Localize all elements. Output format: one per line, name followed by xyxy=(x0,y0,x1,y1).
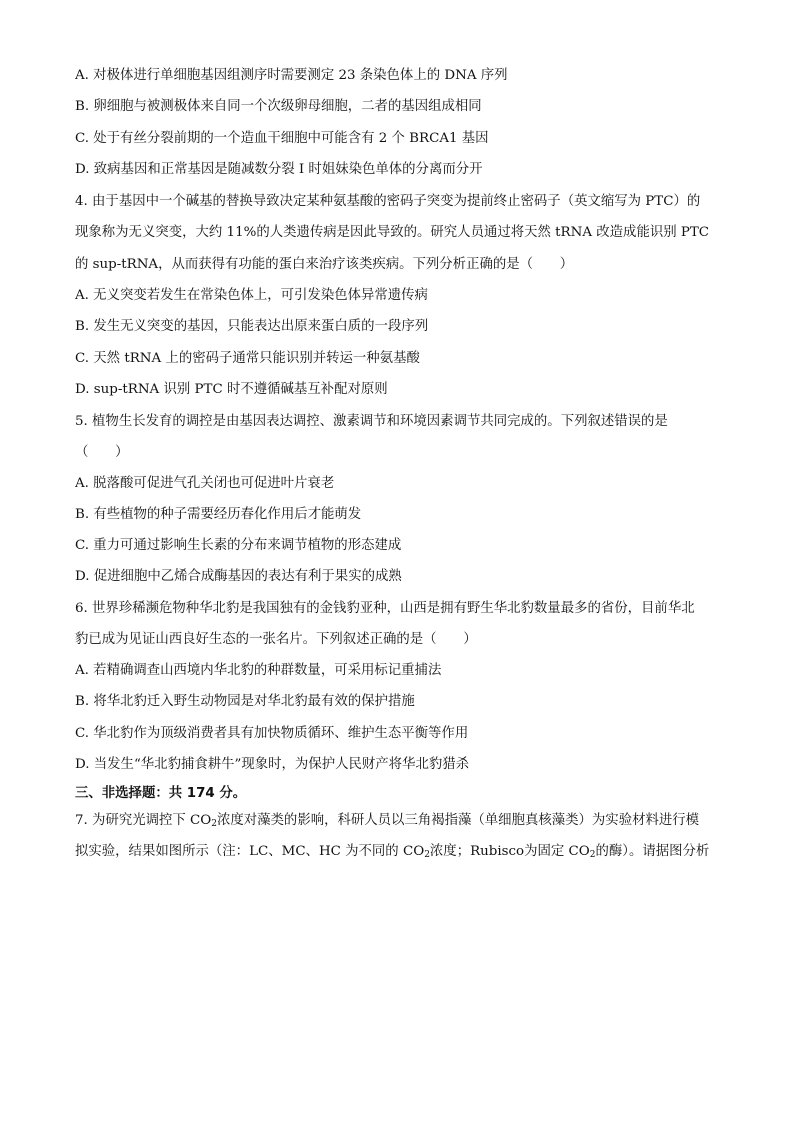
option-5d: D. 促进细胞中乙烯合成酶基因的表达有利于果实的成熟 xyxy=(75,569,402,584)
option-4d: D. sup-tRNA 识别 PTC 时不遵循碱基互补配对原则 xyxy=(75,382,388,397)
option-6d: D. 当发生“华北豹捕食耕牛”现象时，为保护人民财产将华北豹猎杀 xyxy=(75,757,470,772)
option-4c: C. 天然 tRNA 上的密码子通常只能识别并转运一种氨基酸 xyxy=(75,351,420,366)
option-5b: B. 有些植物的种子需要经历春化作用后才能萌发 xyxy=(75,507,362,522)
option-6c: C. 华北豹作为顶级消费者具有加快物质循环、维护生态平衡等作用 xyxy=(75,726,469,741)
option-4a: A. 无义突变若发生在常染色体上，可引发染色体异常遗传病 xyxy=(75,288,428,303)
q7-text: 浓度对藻类的影响，科研人员以三角褐指藻（单细胞真核藻类）为实验材料进行模 xyxy=(216,813,700,828)
question-4-line3: 的 sup-tRNA，从而获得有功能的蛋白来治疗该类疾病。下列分析正确的是（ ） xyxy=(75,257,574,272)
q7-text: 拟实验，结果如图所示（注：LC、MC、HC 为不同的 CO xyxy=(75,844,425,859)
q7-subscript: 2 xyxy=(424,850,430,860)
q7-text: 浓度；Rubisco为固定 CO xyxy=(429,844,590,859)
option-3a: A. 对极体进行单细胞基因组测序时需要测定 23 条染色体上的 DNA 序列 xyxy=(75,68,508,83)
question-7-line1 xyxy=(75,812,725,830)
q7-subscript: 2 xyxy=(211,819,217,829)
option-4b: B. 发生无义突变的基因，只能表达出原来蛋白质的一段序列 xyxy=(75,319,429,334)
question-4-line1: 4. 由于基因中一个碱基的替换导致决定某种氨基酸的密码子突变为提前终止密码子（英文缩写为 PTC）的 xyxy=(75,194,701,209)
question-4-line2: 现象称为无义突变，大约 11%的人类遗传病是因此导致的。研究人员通过将天然 tRNA 改造成能识别 PTC xyxy=(75,225,710,240)
question-5-line1: 5. 植物生长发育的调控是由基因表达调控、激素调节和环境因素调节共同完成的。下列叙述错误的是 xyxy=(75,414,668,429)
q7-subscript: 2 xyxy=(589,850,596,860)
option-3d: D. 致病基因和正常基因是随减数分裂 I 时姐妹染色单体的分离而分开 xyxy=(75,162,483,177)
q7-text: 7. 为研究光调控下 CO xyxy=(75,813,212,828)
question-6-line1: 6. 世界珍稀濒危物种华北豹是我国独有的金钱豹亚种，山西是拥有野生华北豹数量最多的省份，目前华北 xyxy=(75,601,695,616)
section-heading: 三、非选择题：共 174 分。 xyxy=(75,786,247,801)
option-6a: A. 若精确调查山西境内华北豹的种群数量，可采用标记重捕法 xyxy=(75,663,442,678)
option-3c: C. 处于有丝分裂前期的一个造血干细胞中可能含有 2 个 BRCA1 基因 xyxy=(75,131,489,146)
option-5a: A. 脱落酸可促进气孔关闭也可促进叶片衰老 xyxy=(75,476,335,491)
question-6-line2: 豹已成为见证山西良好生态的一张名片。下列叙述正确的是（ ） xyxy=(75,632,477,647)
question-7-line2 xyxy=(75,843,725,861)
question-5-line2: （ ） xyxy=(75,445,129,460)
option-6b: B. 将华北豹迁入野生动物园是对华北豹最有效的保护措施 xyxy=(75,694,415,709)
option-5c: C. 重力可通过影响生长素的分布来调节植物的形态建成 xyxy=(75,538,402,553)
q7-text: 的酶）。请据图分析 xyxy=(595,844,710,859)
option-3b: B. 卵细胞与被测极体来自同一个次级卵母细胞，二者的基因组成相同 xyxy=(75,99,482,114)
